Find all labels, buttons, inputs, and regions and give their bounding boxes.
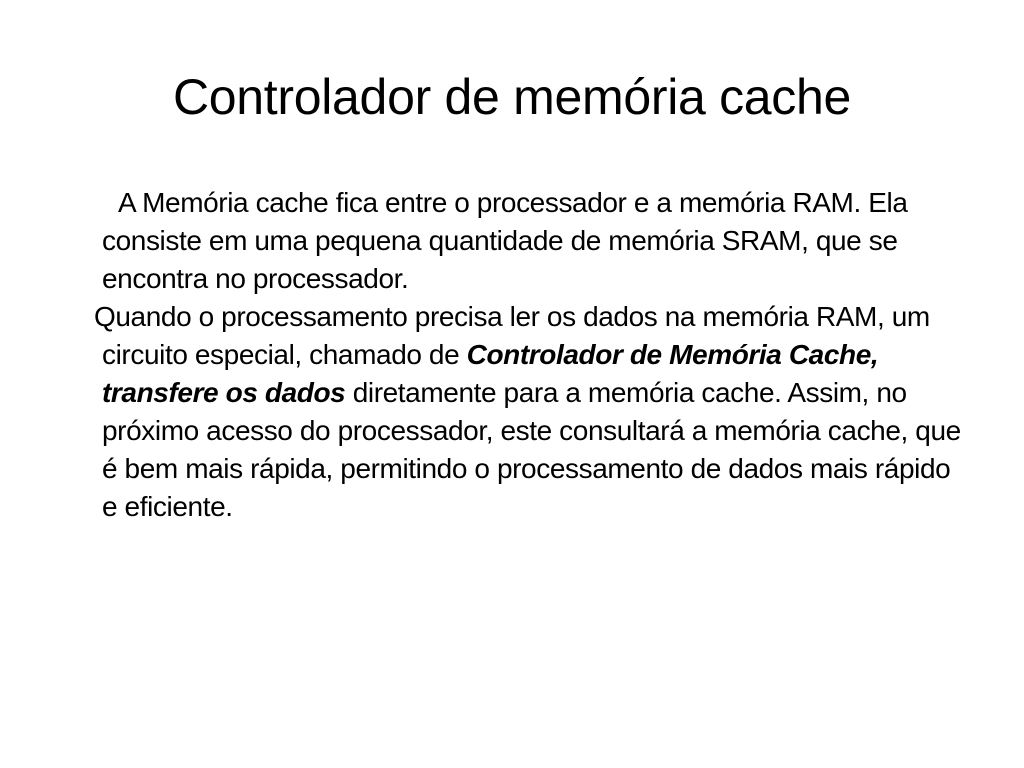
paragraph-intro-text: Quando o processamento precisa ler os dados na memória RAM, um circuito especial, chamado de — [94, 301, 930, 370]
slide-title: Controlador de memória cache — [172, 69, 852, 125]
paragraph-rest-text: diretamente para a memória cache. Assim, no próximo acesso do processador, este consultará a memória cache, que é bem mais rápida, permitindo o processamento de dados mais rápido e eficiente. — [102, 377, 961, 522]
emphasized-text: Controlador de Memória Cache, transfere os dados — [102, 339, 879, 408]
paragraph-cache-location: A Memória cache fica entre o processador e a memória RAM. Ela consiste em uma pequena quantidade de memória SRAM, que se encontra no processador. — [102, 187, 908, 294]
slide-body — [94, 184, 962, 526]
paragraph-cache-controller — [94, 298, 962, 526]
